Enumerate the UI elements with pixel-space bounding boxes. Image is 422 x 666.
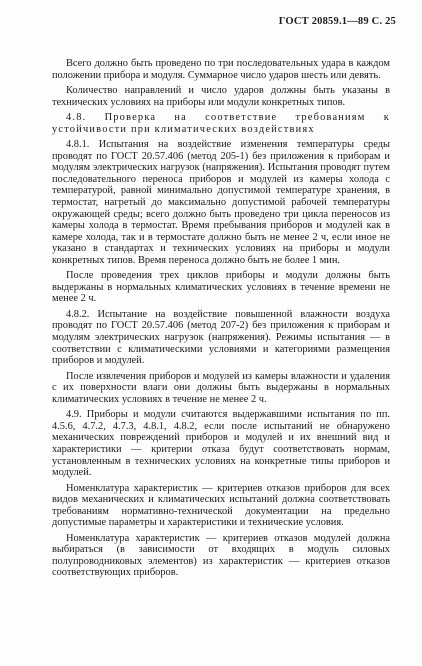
paragraph: Всего должно быть проведено по три последовательных удара в каждом положении прибора и модуля. Суммарное число ударов шесть или девять.: [52, 58, 390, 81]
paragraph: Номенклатура характеристик — критериев отказов модулей должна выбираться (в зависимости от входящих в модуль силовых полупроводниковых элементов) из характеристик — критериев отказов соответствующих приборов.: [52, 532, 390, 579]
paragraph: 4.8.1. Испытания на воздействие изменения температуры среды проводят по ГОСТ 20.57.406 (метод 205-1) без приложения к приборам и модулям электрических нагрузок (напряжения). Испытания проводят путем последовательного переноса приборов и модулей из камеры холода с температурой, равной минимально допустимой температуре хранения, в термостат, нагретый до максимально допустимой рабочей температуры окружающей среды; всего должно быть проведено три цикла переносов из камеры холода в термостат. Время пребывания приборов и модулей как в камере холода, так и в термостате должно быть не менее 2 ч, если иное не указано в стандартах и технических условиях на приборы и модули конкретных типов. Время переноса должно быть не более 1 мин.: [52, 139, 390, 266]
paragraph: После извлечения приборов и модулей из камеры влажности и удаления с их поверхности влаги они должны быть выдержаны в нормальных климатических условиях в течение не менее 2 ч.: [52, 370, 390, 405]
section-heading: 4.8. Проверка на соответствие требованиям к устойчивости при климатических воздействиях: [52, 112, 390, 135]
page-header: ГОСТ 20859.1—89 С. 25: [278, 16, 396, 27]
document-body: [52, 58, 390, 583]
paragraph: После проведения трех циклов приборы и модули должны быть выдержаны в нормальных климатических условиях в течение времени не менее 2 ч.: [52, 270, 390, 305]
paragraph: 4.8.2. Испытание на воздействие повышенной влажности воздуха проводят по ГОСТ 20.57.406 (метод 207-2) без приложения к приборам и модулям электрических нагрузок (напряжения). Режимы испытания — в соответствии с климатическими условиями и категориями размещения приборов и модулей.: [52, 308, 390, 367]
paragraph: Количество направлений и число ударов должны быть указаны в технических условиях на приборы или модули конкретных типов.: [52, 85, 390, 108]
paragraph: Номенклатура характеристик — критериев отказов приборов для всех видов механических и климатических испытаний должна соответствовать требованиям нормативно-технической документации на предельно допустимые параметры и характеристики и технические условия.: [52, 482, 390, 529]
paragraph: 4.9. Приборы и модули считаются выдержавшими испытания по пп. 4.5.6, 4.7.2, 4.7.3, 4.8.1, 4.8.2, если после испытаний не обнаружено механических повреждений приборов и модулей и их внешний вид и характеристики — критерии отказа будут соответствовать нормам, установленным в технических условиях на конкретные типы приборов и модулей.: [52, 409, 390, 479]
